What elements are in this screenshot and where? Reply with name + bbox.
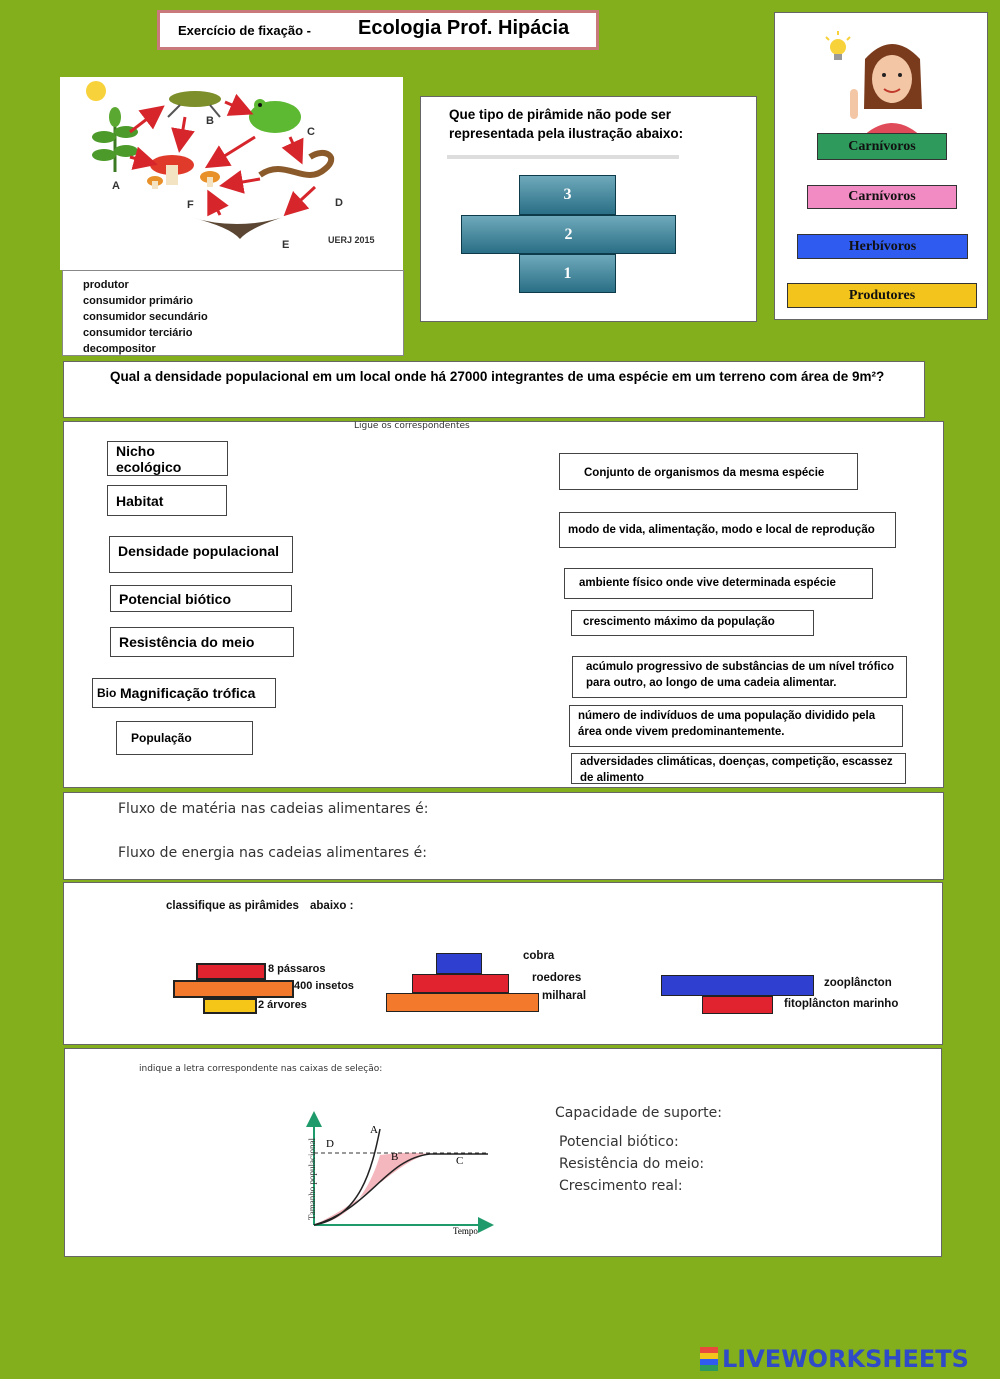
food-web-label-b: B bbox=[206, 115, 214, 127]
option-herbivoros[interactable]: Herbívoros bbox=[797, 234, 968, 259]
flows-section bbox=[63, 792, 944, 880]
term-nicho-ecologico[interactable]: Nicho ecológico bbox=[107, 441, 228, 476]
pyramid1-bar-insects bbox=[173, 980, 294, 998]
question-environmental-resistance: Resistência do meio: bbox=[559, 1156, 705, 1172]
bio-prefix: Bio bbox=[97, 686, 117, 700]
option-carnivoros-pink[interactable]: Carnívoros bbox=[807, 185, 957, 209]
question-biotic-potential: Potencial biótico: bbox=[559, 1134, 679, 1150]
pyramid1-label-birds: 8 pássaros bbox=[268, 963, 326, 975]
growth-xlabel: Tempo bbox=[453, 1226, 478, 1236]
curve-label-d: D bbox=[326, 1138, 334, 1150]
food-web-label-a: A bbox=[112, 180, 120, 192]
def-adversidades[interactable]: adversidades climáticas, doenças, competição, escassez de alimento bbox=[571, 753, 906, 784]
density-question-text: Qual a densidade populacional em um local onde há 27000 integrantes de uma espécie em um terreno com área de 9m²? bbox=[110, 369, 885, 384]
term-potencial-biotico[interactable]: Potencial biótico bbox=[110, 585, 292, 612]
role-item: consumidor terciário bbox=[83, 327, 193, 339]
term-magnificacao-trofica-label: Magnificação trófica bbox=[120, 685, 256, 701]
density-question-card bbox=[63, 361, 925, 418]
pyramid1-bar-birds bbox=[196, 963, 266, 980]
liveworksheets-logo bbox=[700, 1346, 969, 1372]
term-densidade-populacional[interactable]: Densidade populacional bbox=[109, 536, 293, 573]
option-produtores[interactable]: Produtores bbox=[787, 283, 977, 308]
pyramid1-bar-trees bbox=[203, 998, 257, 1014]
curve-label-a: A bbox=[370, 1124, 378, 1136]
role-item: produtor bbox=[83, 279, 129, 291]
pyramid2-bar-snake bbox=[436, 953, 482, 974]
def-numero-de-individuos[interactable]: número de indivíduos de uma população dividido pela área onde vivem predominantemente. bbox=[569, 705, 903, 747]
frog-icon bbox=[249, 99, 301, 133]
curve-label-c: C bbox=[456, 1155, 464, 1167]
term-populacao[interactable]: População bbox=[116, 721, 253, 755]
option-carnivoros-green[interactable]: Carnívoros bbox=[817, 133, 947, 160]
food-web-label-e: E bbox=[282, 239, 290, 251]
teacher-avatar bbox=[820, 19, 940, 139]
food-web-label-f: F bbox=[187, 199, 194, 211]
pyramid2-label-rodents: roedores bbox=[532, 972, 582, 984]
mushroom-icon bbox=[147, 155, 220, 189]
term-habitat[interactable]: Habitat bbox=[107, 485, 227, 516]
classify-instruction-suffix: abaixo : bbox=[310, 900, 354, 912]
def-crescimento-maximo[interactable]: crescimento máximo da população bbox=[571, 610, 814, 636]
pyramid2-label-corn: milharal bbox=[542, 990, 587, 1002]
classify-instruction: classifique as pirâmides bbox=[166, 900, 299, 912]
pyramid-question-card bbox=[420, 96, 757, 322]
pyramid3-label-phytoplankton: fitoplâncton marinho bbox=[784, 998, 899, 1010]
pyramid2-label-snake: cobra bbox=[523, 950, 555, 962]
teacher-options-panel bbox=[774, 12, 988, 320]
food-web-label-c: C bbox=[307, 126, 315, 138]
plant-icon bbox=[92, 107, 138, 172]
divider bbox=[447, 155, 679, 159]
subtitle: Exercício de fixação - bbox=[178, 23, 311, 38]
pyramid1-label-insects: 400 insetos bbox=[294, 980, 354, 992]
food-web-illustration bbox=[60, 77, 403, 270]
pyramid3-bar-zooplankton bbox=[661, 975, 814, 996]
live-badge-icon bbox=[700, 1347, 718, 1371]
growth-curve-section bbox=[64, 1048, 942, 1257]
pyramid-question-text: Que tipo de pirâmide não pode ser representada pela ilustração abaixo: bbox=[449, 107, 684, 141]
classify-pyramids-section bbox=[63, 882, 943, 1045]
pyramid-level-2: 2 bbox=[461, 215, 676, 254]
def-ambiente-fisico[interactable]: ambiente físico onde vive determinada espécie bbox=[564, 568, 873, 599]
pyramid2-bar-rodents bbox=[412, 974, 509, 993]
pyramid-level-3: 3 bbox=[519, 175, 616, 215]
def-modo-de-vida[interactable]: modo de vida, alimentação, modo e local de reprodução bbox=[559, 512, 896, 548]
grasshopper-icon bbox=[168, 91, 221, 117]
sun-icon bbox=[86, 81, 106, 101]
title-banner bbox=[157, 10, 599, 50]
matter-flow-question: Fluxo de matéria nas cadeias alimentares é: bbox=[118, 801, 429, 817]
pyramid2-bar-corn bbox=[386, 993, 539, 1012]
curve-label-b: B bbox=[391, 1151, 399, 1163]
energy-flow-question: Fluxo de energia nas cadeias alimentares é: bbox=[118, 845, 427, 861]
pyramid3-bar-phytoplankton bbox=[702, 996, 773, 1014]
matching-instruction: Ligue os correspondentes bbox=[354, 421, 470, 431]
food-web-source: UERJ 2015 bbox=[328, 235, 375, 245]
growth-instruction: indique a letra correspondente nas caixas de seleção: bbox=[139, 1064, 383, 1074]
eagle-icon bbox=[190, 215, 290, 239]
lightbulb-icon bbox=[826, 31, 850, 60]
pyramid-level-1: 1 bbox=[519, 254, 616, 293]
role-item: consumidor secundário bbox=[83, 311, 208, 323]
pyramid3-label-zooplankton: zooplâncton bbox=[824, 977, 892, 989]
term-magnificacao-trofica[interactable] bbox=[92, 678, 276, 708]
role-item: consumidor primário bbox=[83, 295, 194, 307]
question-carrying-capacity: Capacidade de suporte: bbox=[555, 1105, 722, 1121]
def-acumulo-progressivo[interactable]: acúmulo progressivo de substâncias de um nível trófico para outro, ao longo de uma cadeia alimentar. bbox=[572, 656, 907, 698]
question-real-growth: Crescimento real: bbox=[559, 1178, 683, 1194]
role-item: decompositor bbox=[83, 343, 156, 355]
term-resistencia-do-meio[interactable]: Resistência do meio bbox=[110, 627, 294, 657]
brand-text: LIVEWORKSHEETS bbox=[722, 1345, 969, 1373]
def-conjunto-de-organismos[interactable]: Conjunto de organismos da mesma espécie bbox=[559, 453, 858, 490]
snake-icon bbox=[260, 153, 331, 175]
trophic-roles-list bbox=[62, 270, 404, 356]
page-title: Ecologia Prof. Hipácia bbox=[358, 17, 570, 39]
growth-ylabel: Tamanho populacional bbox=[307, 1137, 317, 1221]
matching-section bbox=[63, 421, 944, 788]
food-web-label-d: D bbox=[335, 197, 343, 209]
pyramid1-label-trees: 2 árvores bbox=[258, 999, 307, 1011]
